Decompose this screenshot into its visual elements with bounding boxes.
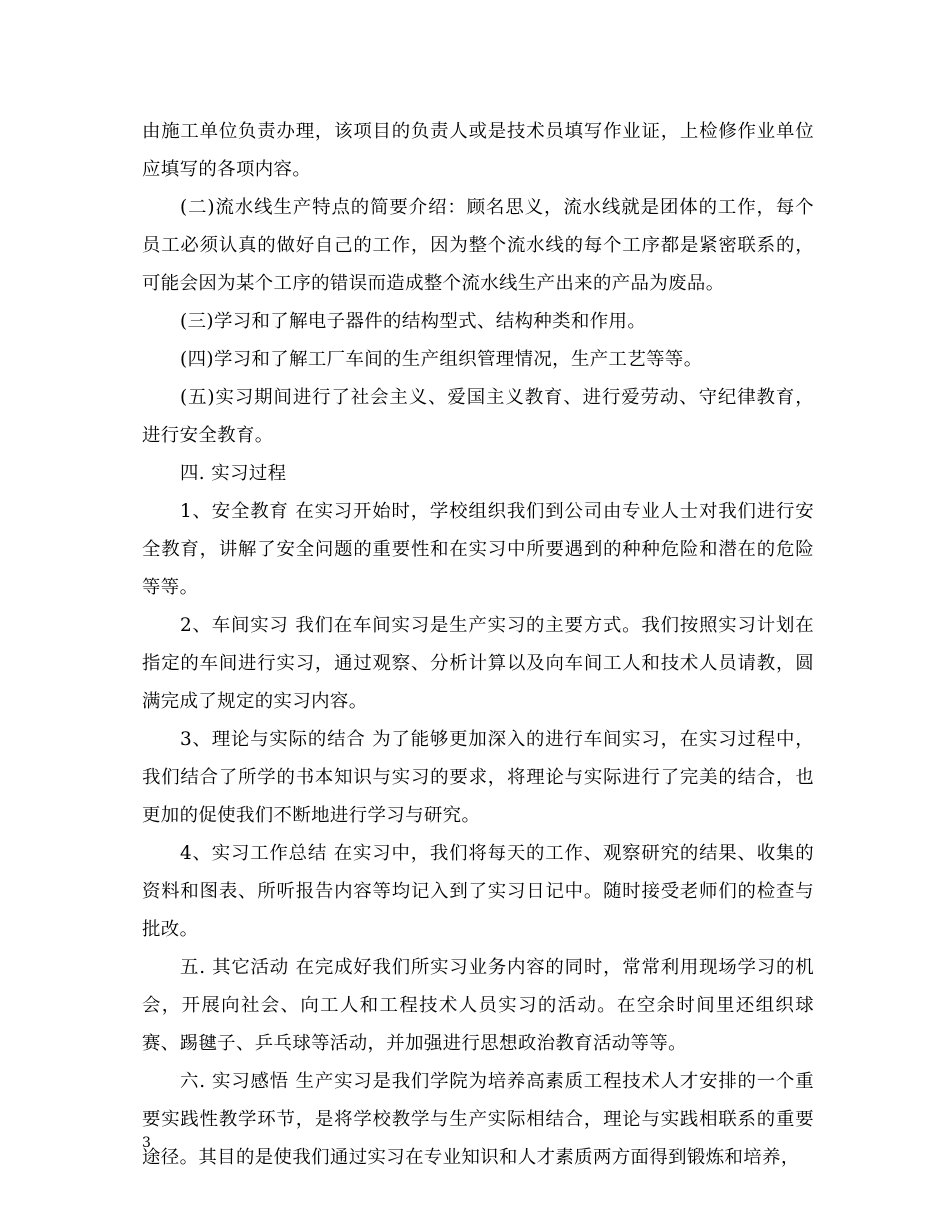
- paragraph-electronic-devices: (三)学习和了解电子器件的结构型式、结构种类和作用。: [180, 311, 647, 332]
- section-heading-internship-process: 四. 实习过程: [180, 463, 287, 484]
- paragraph-work-summary: 4、实习工作总结 在实习中，我们将每天的工作、观察研究的结果、收集的资料和图表、所听报告内容等均记入到了实习日记中。随时接受老师们的检查与批改。: [142, 843, 814, 940]
- paragraph-reflections: 六. 实习感悟 生产实习是我们学院为培养高素质工程技术人才安排的一个重要实践性教学环节，是将学校教学与生产实际相结合，理论与实践相联系的重要途径。其目的是使我们通过实习在专业知识和人才素质两方面得到锻炼和培养，: [142, 1071, 814, 1168]
- paragraph-continuation: 由施工单位负责办理，该项目的负责人或是技术员填写作业证，上检修作业单位应填写的各项内容。: [142, 121, 814, 180]
- paragraph-education: (五)实习期间进行了社会主义、爱国主义教育、进行爱劳动、守纪律教育，进行安全教育。: [142, 387, 814, 446]
- paragraph-assembly-line: (二)流水线生产特点的简要介绍：顾名思义，流水线就是团体的工作，每个员工必须认真的做好自己的工作，因为整个流水线的每个工序都是紧密联系的，可能会因为某个工序的错误而造成整个流水线生产出来的产品为废品。: [142, 197, 814, 294]
- page-number: 3: [142, 1135, 151, 1151]
- paragraph-workshop-internship: 2、车间实习 我们在车间实习是生产实习的主要方式。我们按照实习计划在指定的车间进行实习，通过观察、分析计算以及向车间工人和技术人员请教，圆满完成了规定的实习内容。: [142, 615, 814, 712]
- document-body: [142, 113, 814, 1177]
- paragraph-safety-education: 1、安全教育 在实习开始时，学校组织我们到公司由专业人士对我们进行安全教育，讲解了安全问题的重要性和在实习中所要遇到的种种危险和潜在的危险等等。: [142, 501, 814, 598]
- paragraph-other-activities: 五. 其它活动 在完成好我们所实习业务内容的同时，常常利用现场学习的机会，开展向社会、向工人和工程技术人员实习的活动。在空余时间里还组织球赛、踢毽子、乒乓球等活动，并加强进行思想政治教育活动等等。: [142, 957, 814, 1054]
- paragraph-workshop-management: (四)学习和了解工厂车间的生产组织管理情况，生产工艺等等。: [180, 349, 703, 370]
- paragraph-theory-practice: 3、理论与实际的结合 为了能够更加深入的进行车间实习，在实习过程中，我们结合了所学的书本知识与实习的要求，将理论与实际进行了完美的结合，也更加的促使我们不断地进行学习与研究。: [142, 729, 814, 826]
